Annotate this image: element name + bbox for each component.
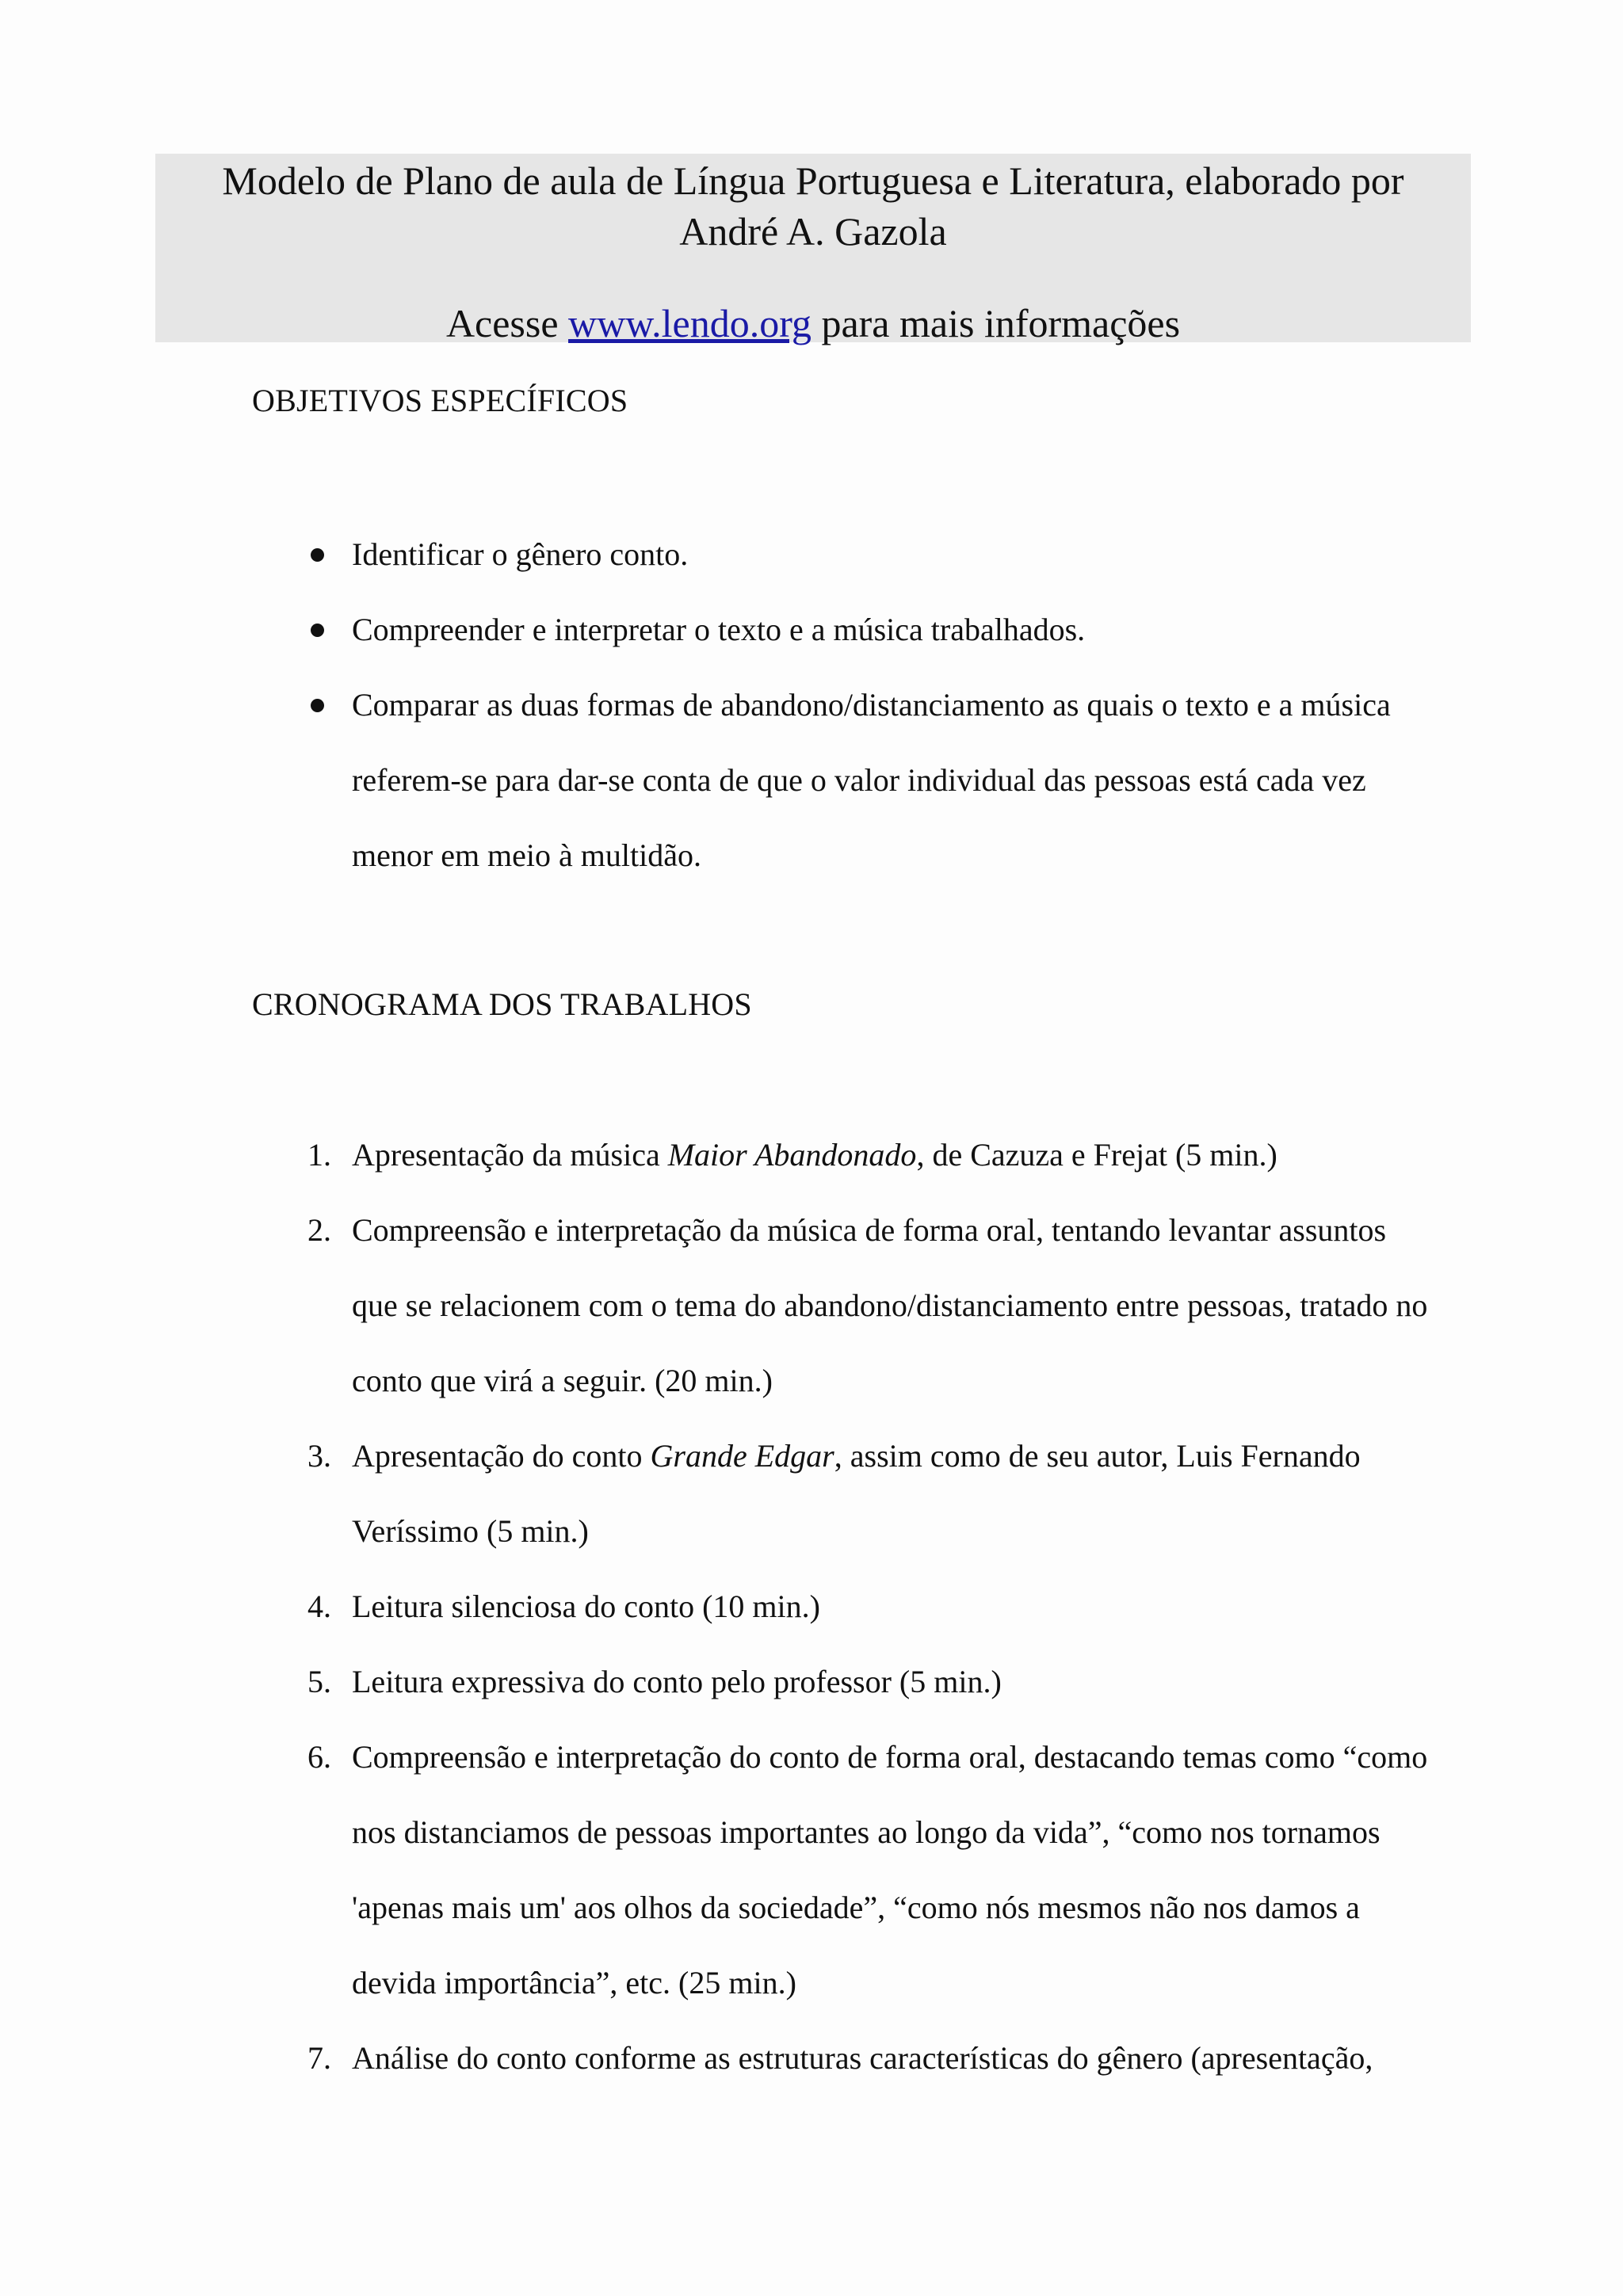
bullet-icon	[293, 667, 341, 742]
item-text: Apresentação da música	[352, 1137, 668, 1173]
objective-text: Comparar as duas formas de abandono/distanciamento as quais o texto e a música	[352, 687, 1391, 723]
item-number: 7.	[307, 2040, 331, 2076]
list-item	[0, 1117, 1469, 1192]
item-text: Compreensão e interpretação do conto de forma oral, destacando temas como “como	[352, 1739, 1428, 1775]
list-item	[0, 1569, 1469, 1644]
list-item	[0, 1418, 1469, 1569]
list-item	[0, 667, 1469, 893]
bullet-icon	[293, 517, 341, 592]
document-title	[155, 154, 1471, 257]
list-item	[0, 517, 1469, 592]
item-text: nos distanciamos de pessoas importantes ao longo da vida”, “como nos tornamos	[352, 1814, 1381, 1850]
story-title: Grande Edgar	[650, 1438, 834, 1474]
objective-text-cont: menor em meio à multidão.	[352, 837, 701, 873]
item-text: Análise do conto conforme as estruturas características do gênero (apresentação,	[352, 2040, 1373, 2076]
list-item	[0, 1719, 1469, 2020]
objective-text: Compreender e interpretar o texto e a música trabalhados.	[352, 612, 1086, 647]
title-line-2: André A. Gazola	[679, 209, 947, 254]
access-line	[155, 298, 1471, 349]
item-text: Leitura silenciosa do conto (10 min.)	[352, 1589, 820, 1624]
item-text: Leitura expressiva do conto pelo professor (5 min.)	[352, 1664, 1002, 1699]
item-text: Compreensão e interpretação da música de forma oral, tentando levantar assuntos	[352, 1212, 1387, 1248]
list-item	[0, 1192, 1469, 1418]
list-item	[0, 592, 1469, 667]
item-text: devida importância”, etc. (25 min.)	[352, 1965, 796, 2000]
objectives-list	[0, 517, 1469, 893]
objectives-heading: OBJETIVOS ESPECÍFICOS	[252, 383, 628, 418]
item-text: que se relacionem com o tema do abandono/distanciamento entre pessoas, tratado no	[352, 1287, 1428, 1323]
site-link[interactable]: www.lendo.org	[568, 301, 812, 345]
objective-text: Identificar o gênero conto.	[352, 536, 689, 572]
schedule-list	[0, 1117, 1469, 2096]
item-number: 3.	[307, 1438, 331, 1474]
bullet-icon	[293, 592, 341, 667]
item-text: , assim como de seu autor, Luis Fernando	[834, 1438, 1361, 1474]
objective-text-cont: referem-se para dar-se conta de que o valor individual das pessoas está cada vez	[352, 762, 1366, 798]
access-suffix: para mais informações	[811, 301, 1181, 345]
item-number: 6.	[307, 1739, 331, 1775]
item-number: 5.	[307, 1664, 331, 1699]
item-number: 2.	[307, 1212, 331, 1248]
item-number: 4.	[307, 1589, 331, 1624]
item-text: conto que virá a seguir. (20 min.)	[352, 1363, 773, 1398]
list-item	[0, 1644, 1469, 1719]
item-text: Apresentação do conto	[352, 1438, 651, 1474]
access-prefix: Acesse	[445, 301, 569, 345]
list-item	[0, 2020, 1469, 2096]
item-text: 'apenas mais um' aos olhos da sociedade”, “como nós mesmos não nos damos a	[352, 1890, 1360, 1925]
document-header	[155, 154, 1471, 345]
item-text: Veríssimo (5 min.)	[352, 1513, 589, 1549]
item-text: , de Cazuza e Frejat (5 min.)	[916, 1137, 1277, 1173]
item-number: 1.	[307, 1137, 331, 1173]
song-title: Maior Abandonado	[667, 1137, 917, 1173]
schedule-heading: CRONOGRAMA DOS TRABALHOS	[252, 986, 752, 1022]
title-line-1: Modelo de Plano de aula de Língua Portuguesa e Literatura, elaborado por	[222, 158, 1404, 203]
